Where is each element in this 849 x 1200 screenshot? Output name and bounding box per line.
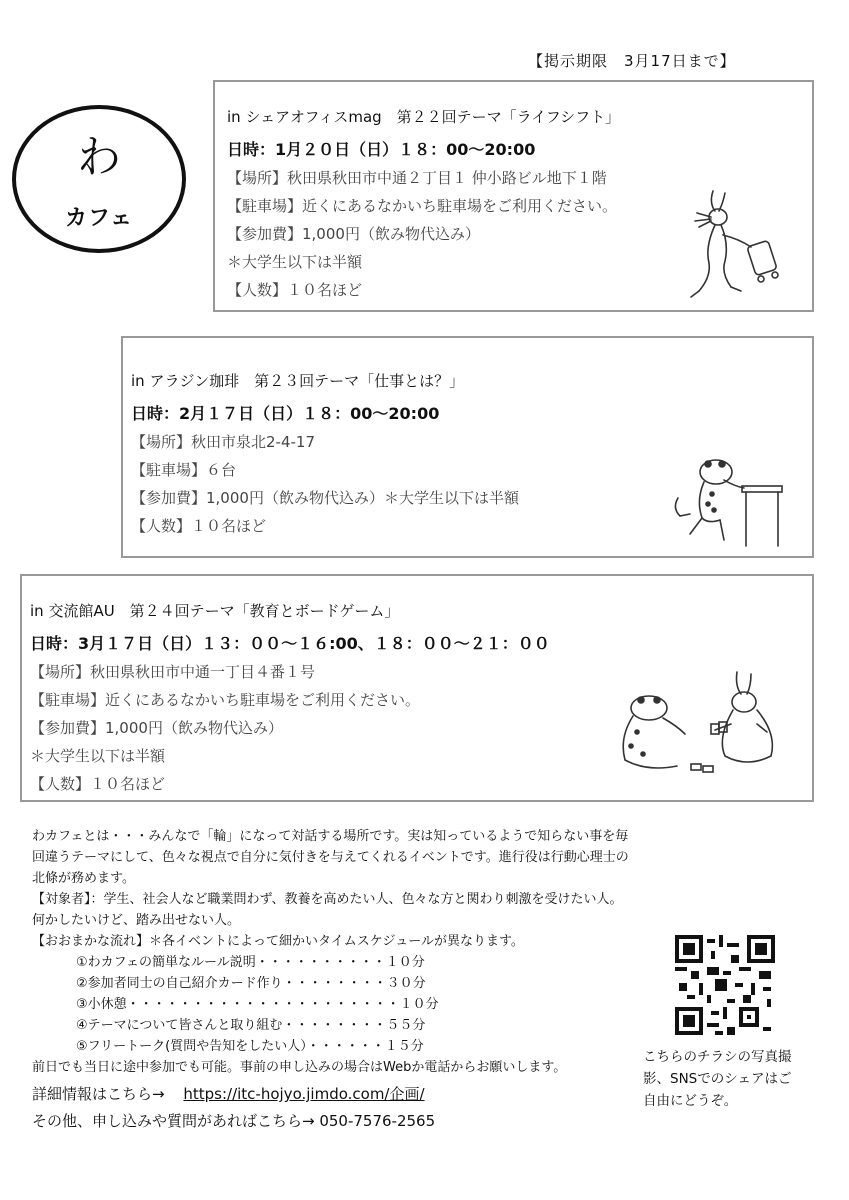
logo-cafe-text: カフェ	[65, 206, 133, 231]
logo-wa-char: わ	[77, 132, 121, 183]
event-fee: 【参加費】1,000円（飲み物代込み）＊大学生以下は半額	[131, 489, 519, 507]
event-location: 【場所】秋田市泉北2-4-17	[131, 433, 315, 451]
posting-deadline: 【掲示期限 3月17日まで】	[528, 52, 736, 70]
participation-note: 前日でも当日に途中参加でも可能。事前の申し込みの場合はWebか電話からお願いします。	[32, 1060, 567, 1075]
details-label: 詳細情報はこちら→	[32, 1085, 165, 1103]
event-box-24	[20, 574, 814, 802]
flow-item: ①わカフェの簡単なルール説明・・・・・・・・・・１０分	[76, 955, 425, 970]
flow-item: ④テーマについて皆さんと取り組む・・・・・・・・５５分	[76, 1018, 426, 1033]
description-section	[32, 826, 632, 1132]
frog-and-rabbit-illustration	[607, 668, 787, 788]
event-location: 【場所】秋田県秋田市中通一丁目４番１号	[30, 663, 316, 681]
intro-text: わカフェとは・・・みんなで「輪」になって対話する場所です。実は知っているようで知らない事を毎回違うテーマにして、色々な視点で自分に気付きを与えてくれるイベントです。進行役は行動心理士の北條が務めます。	[32, 829, 629, 886]
event-fee: 【参加費】1,000円（飲み物代込み）	[227, 225, 480, 243]
contact-line: その他、申し込みや質問があればこちら→ 050-7576-2565	[32, 1112, 436, 1130]
event-title: in 交流館AU 第２４回テーマ「教育とボードゲーム」	[30, 602, 400, 620]
event-datetime: 日時：1月２０日（日）１８：00～20:00	[227, 140, 536, 159]
event-fee: 【参加費】1,000円（飲み物代込み）	[30, 719, 283, 737]
details-line	[32, 1084, 632, 1105]
event-datetime: 日時：3月１７日（日）１３：００～１６:00、１８：００～２１：００	[30, 634, 550, 653]
target-audience: 【対象者】：学生、社会人など職業問わず、教養を高めたい人、色々な方と関わり刺激を受けたい人。何かしたいけど、踏み出せない人。	[32, 892, 623, 928]
event-box-22	[213, 80, 814, 312]
event-capacity: 【人数】１０名ほど	[227, 281, 363, 299]
event-parking: 【駐車場】近くにあるなかいち駐車場をご利用ください。	[227, 197, 618, 215]
event-capacity: 【人数】１０名ほど	[131, 517, 267, 535]
qr-code[interactable]	[675, 935, 775, 1035]
details-link[interactable]: https://itc-hojyo.jimdo.com/企画/	[183, 1085, 425, 1103]
event-discount: ＊大学生以下は半額	[227, 253, 363, 271]
flow-item: ③小休憩・・・・・・・・・・・・・・・・・・・・・１０分	[76, 997, 439, 1012]
event-discount: ＊大学生以下は半額	[30, 747, 166, 765]
qr-caption: こちらのチラシの写真撮影、SNSでのシェアはご自由にどうぞ。	[643, 1049, 792, 1109]
event-parking: 【駐車場】近くにあるなかいち駐車場をご利用ください。	[30, 691, 421, 709]
event-title: in シェアオフィスmag 第２２回テーマ「ライフシフト」	[227, 108, 621, 126]
event-box-23	[121, 336, 814, 558]
flow-item: ②参加者同士の自己紹介カード作り・・・・・・・・３０分	[76, 976, 426, 991]
event-parking: 【駐車場】６台	[131, 461, 237, 479]
frog-at-desk-illustration	[668, 450, 788, 550]
event-location: 【場所】秋田県秋田市中通２丁目１ 仲小路ビル地下１階	[227, 169, 607, 187]
event-title: in アラジン珈琲 第２３回テーマ「仕事とは？」	[131, 372, 465, 390]
flow-item: ⑤フリートーク(質問や告知をしたい人）・・・・・・１５分	[76, 1039, 424, 1054]
wa-cafe-logo	[12, 105, 186, 253]
flow-header: 【おおまかな流れ】＊各イベントによって細かいタイムスケジュールが異なります。	[32, 934, 524, 949]
rabbit-with-suitcase-illustration	[685, 187, 800, 302]
event-datetime: 日時：2月１７日（日）１８：00～20:00	[131, 404, 440, 423]
event-capacity: 【人数】１０名ほど	[30, 775, 166, 793]
